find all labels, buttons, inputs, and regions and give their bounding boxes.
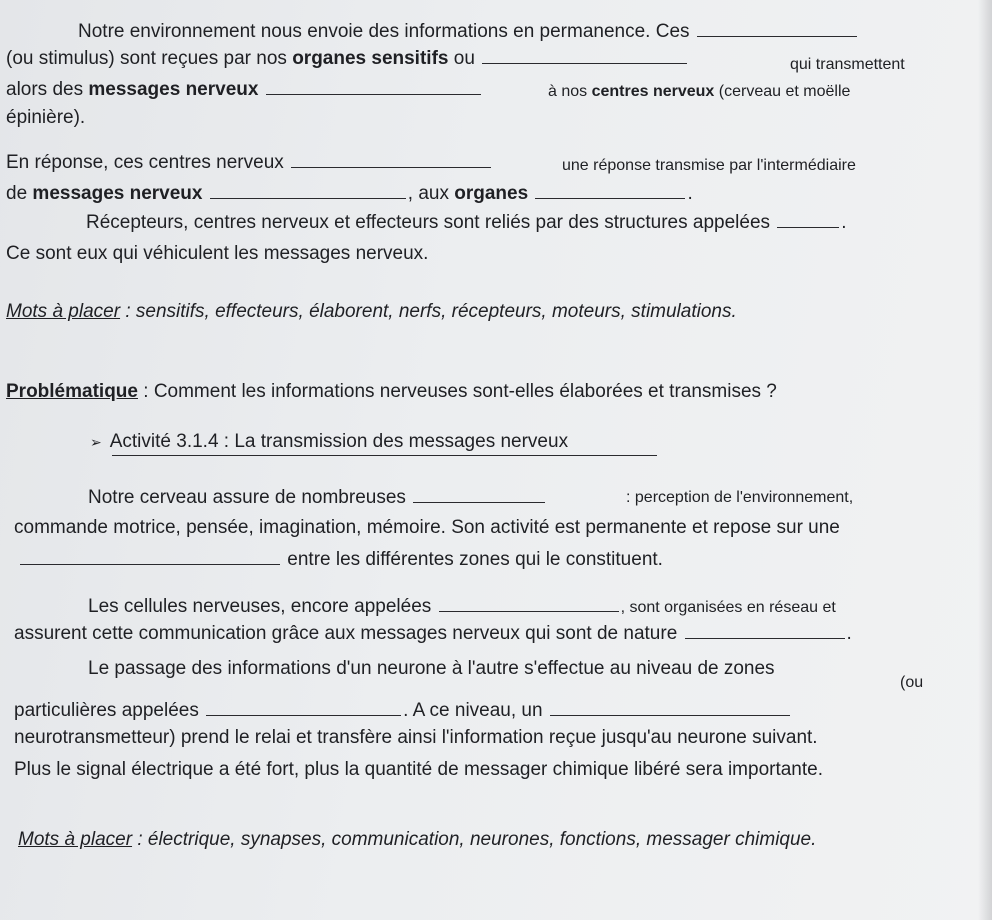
word-list (6, 302, 737, 321)
blank[interactable] (482, 49, 687, 64)
text: Notre cerveau assure de nombreuses (88, 487, 406, 508)
word-list-text: : électrique, synapses, communication, neurones, fonctions, messager chimique. (132, 829, 817, 850)
text: . (841, 212, 847, 233)
blank[interactable] (266, 80, 481, 95)
text-line (86, 213, 847, 232)
text: assurent cette communication grâce aux messages nerveux qui sont de nature (14, 623, 678, 644)
text: (ou (900, 674, 924, 691)
blank[interactable] (439, 597, 619, 612)
text-line (790, 57, 905, 73)
text-line (14, 701, 792, 720)
text-line (6, 153, 493, 172)
text: épinière). (6, 107, 86, 128)
text-line (18, 550, 663, 569)
blank[interactable] (697, 22, 857, 37)
bold-term: messages nerveux (32, 183, 203, 204)
word-list (18, 830, 816, 849)
text: : perception de l'environnement, (626, 489, 854, 506)
text: alors des (6, 79, 84, 100)
text: En réponse, ces centres nerveux (6, 152, 284, 173)
text-line (14, 518, 840, 537)
text: une réponse transmise par l'intermédiaire (562, 157, 856, 174)
blank[interactable] (777, 213, 839, 228)
text: à nos (548, 83, 588, 100)
problematique-text: : Comment les informations nerveuses sont-elles élaborées et transmises ? (137, 381, 777, 402)
blank[interactable] (291, 153, 491, 168)
text-line (88, 597, 836, 616)
text-line (6, 80, 483, 99)
text: Les cellules nerveuses, encore appelées (88, 596, 432, 617)
text-line (626, 490, 853, 506)
activity-underline (112, 455, 657, 456)
text: particulières appelées (14, 700, 199, 721)
text-line (88, 488, 547, 507)
word-list-text: : sensitifs, effecteurs, élaborent, nerfs, récepteurs, moteurs, stimulations. (120, 301, 737, 322)
text-line (14, 760, 823, 779)
text: Notre environnement nous envoie des informations en permanence. Ces (78, 21, 690, 42)
text-line (88, 659, 775, 678)
text: de (6, 183, 28, 204)
text-line (900, 675, 923, 691)
problematique-label: Problématique (6, 381, 138, 402)
blank[interactable] (413, 488, 545, 503)
blank[interactable] (685, 624, 845, 639)
text: . (687, 183, 693, 204)
blank[interactable] (206, 701, 401, 716)
text-line (6, 244, 428, 263)
blank[interactable] (535, 184, 685, 199)
text-line (6, 184, 693, 203)
text-line (78, 22, 859, 41)
bold-term: centres nerveux (591, 83, 715, 100)
text: qui transmettent (790, 56, 905, 73)
page-edge-shadow (978, 0, 992, 920)
problematique (6, 382, 777, 401)
text-line (548, 84, 850, 100)
bold-term: organes sensitifs (292, 48, 449, 69)
word-list-label: Mots à placer (18, 829, 133, 850)
text: ou (453, 48, 475, 69)
activity-heading (90, 432, 568, 451)
activity-title: Activité 3.1.4 : La transmission des messages nerveux (109, 431, 569, 452)
text: . A ce niveau, un (403, 700, 543, 721)
text: (ou stimulus) sont reçues par nos (6, 48, 287, 69)
blank[interactable] (550, 701, 790, 716)
text: (cerveau et moëlle (718, 83, 851, 100)
text: commande motrice, pensée, imagination, mémoire. Son activité est permanente et repose sur une (14, 517, 840, 538)
text: neurotransmetteur) prend le relai et transfère ainsi l'information reçue jusqu'au neurone suivant. (14, 727, 818, 748)
bold-term: messages nerveux (88, 79, 259, 100)
blank[interactable] (20, 550, 280, 565)
text-line (6, 49, 689, 68)
text-line (562, 158, 856, 174)
blank[interactable] (210, 184, 406, 199)
text-line (14, 624, 852, 643)
text: Ce sont eux qui véhiculent les messages nerveux. (6, 243, 429, 264)
text: entre les différentes zones qui le constituent. (287, 549, 663, 570)
bold-term: organes (454, 183, 529, 204)
word-list-label: Mots à placer (6, 301, 121, 322)
text: . (846, 623, 852, 644)
text-line (6, 108, 85, 127)
text: , sont organisées en réseau et (620, 599, 836, 616)
text: Plus le signal électrique a été fort, plus la quantité de messager chimique libéré sera importante. (14, 759, 823, 780)
text-line (14, 728, 818, 747)
text: , aux (407, 183, 449, 204)
arrow-bullet-icon: ➢ (90, 434, 102, 450)
text: Récepteurs, centres nerveux et effecteurs sont reliés par des structures appelées (86, 212, 771, 233)
text: Le passage des informations d'un neurone à l'autre s'effectue au niveau de zones (88, 658, 775, 679)
